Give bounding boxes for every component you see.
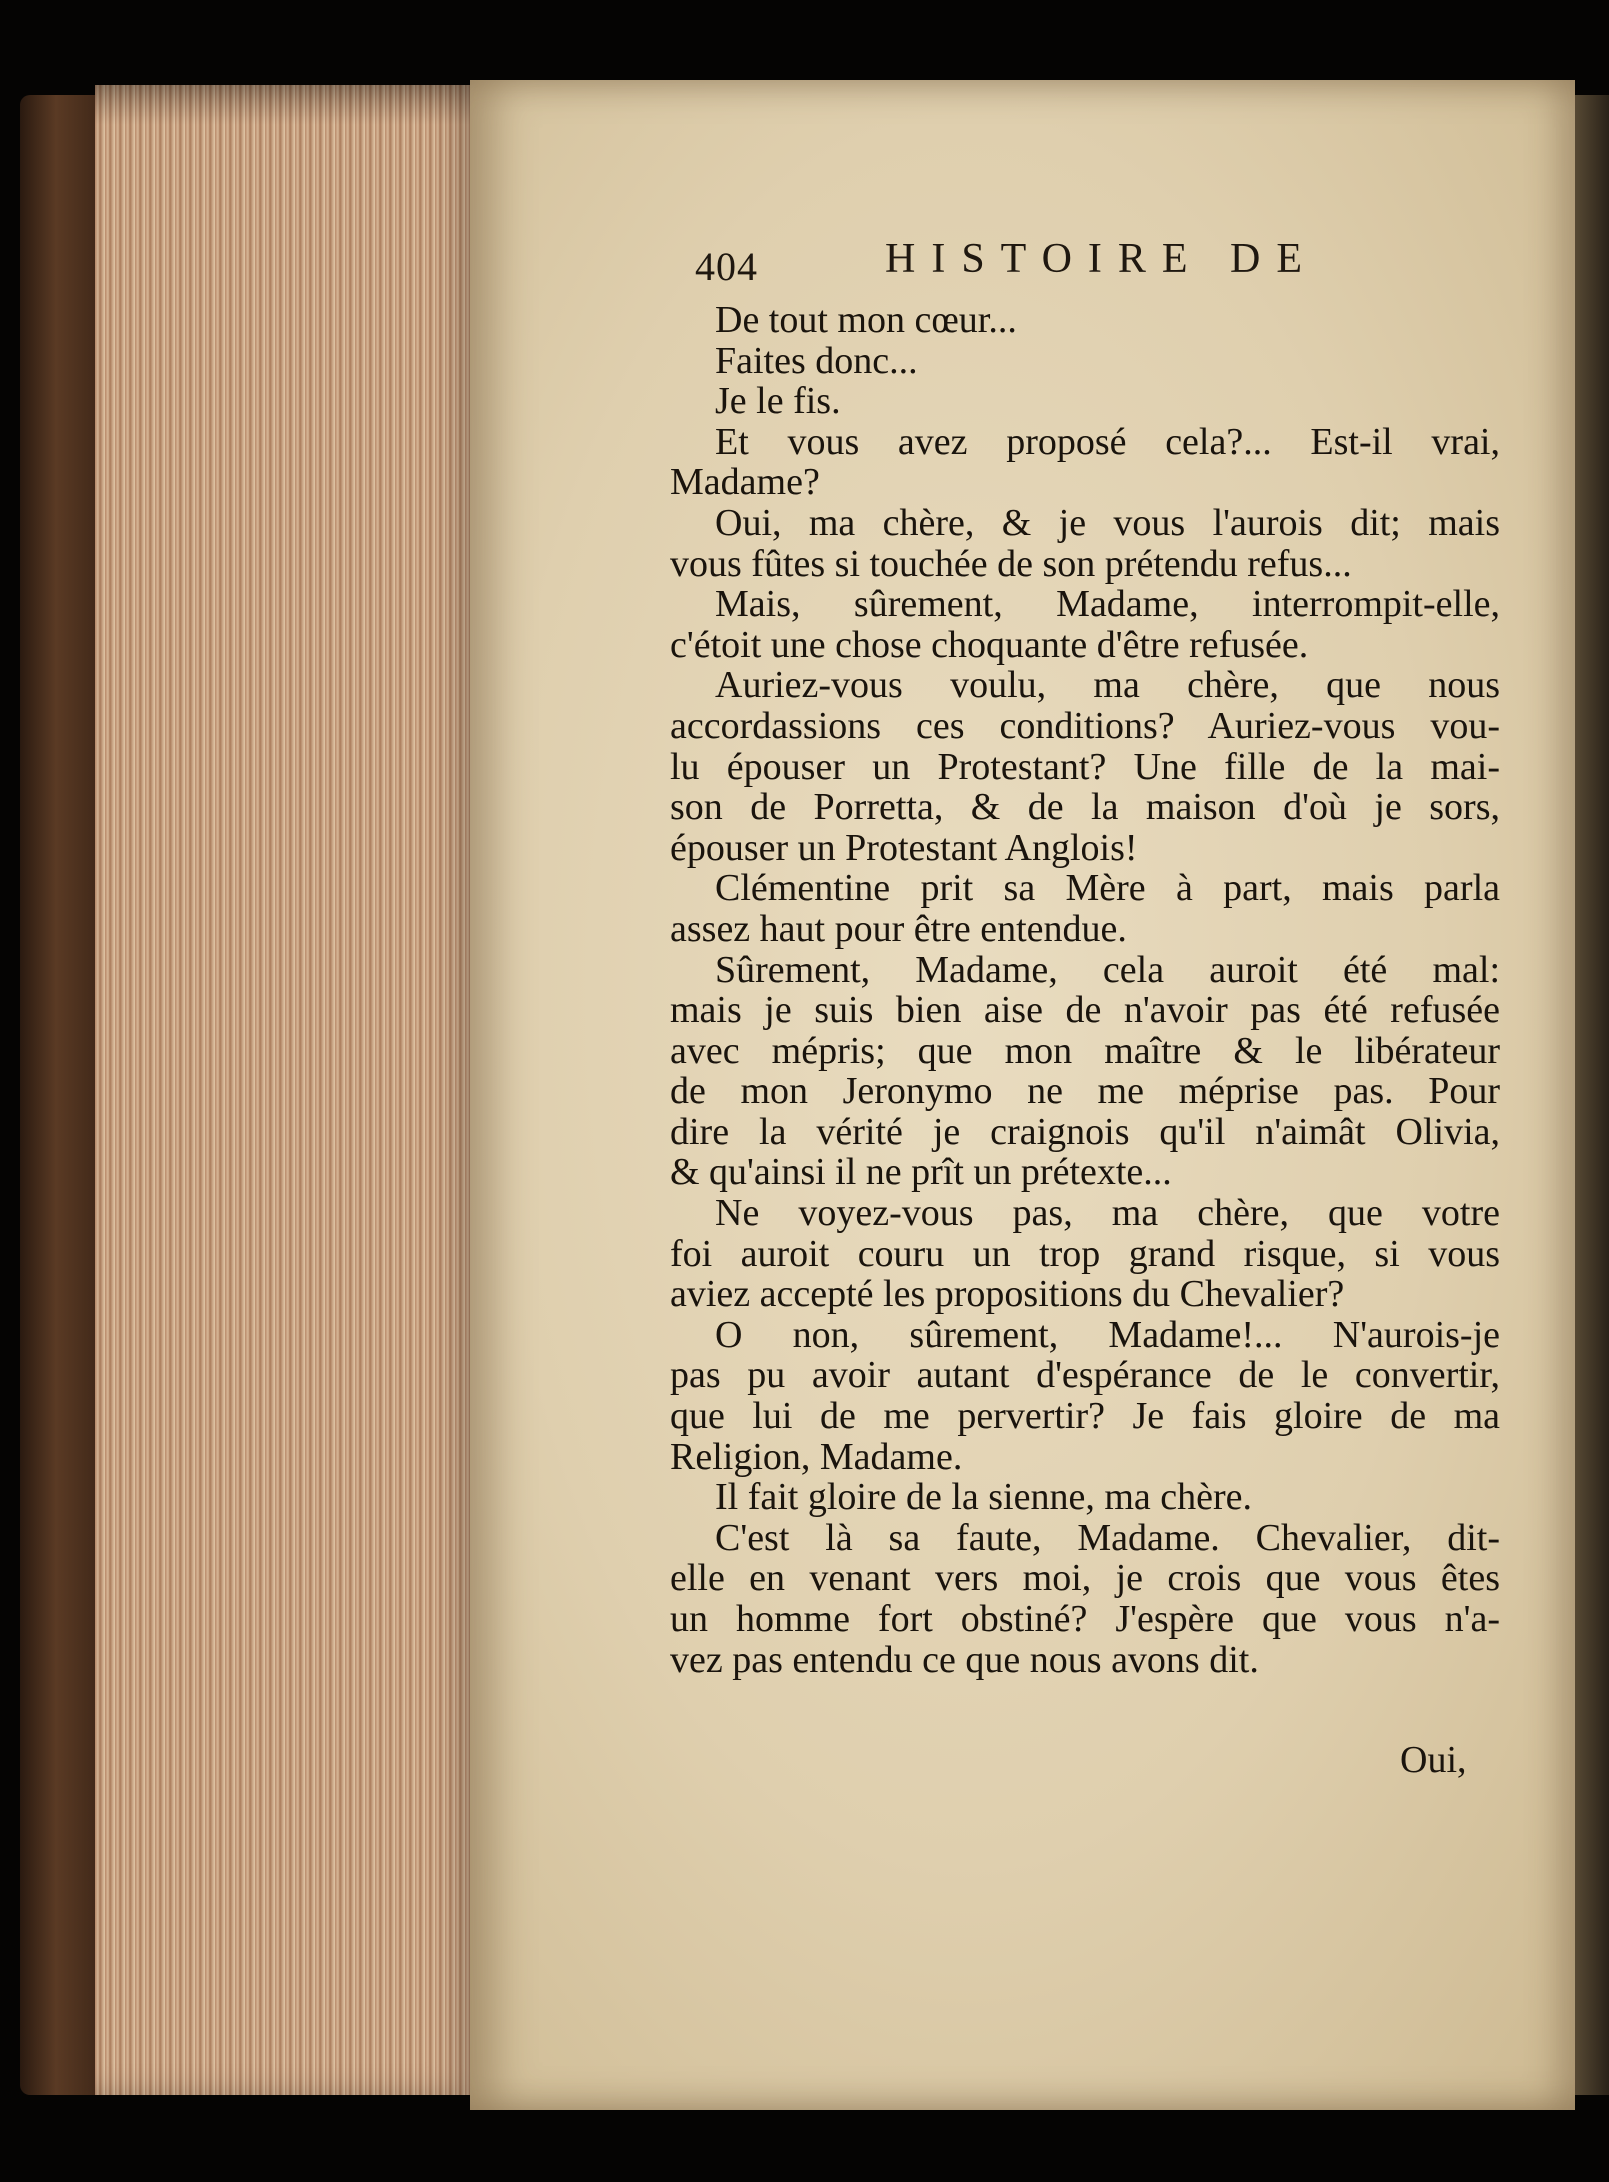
page-edges bbox=[95, 85, 480, 2095]
text-line: elle en venant vers moi, je crois que vous êtes bbox=[670, 1557, 1500, 1600]
text-line: Ne voyez-vous pas, ma chère, que votre bbox=[715, 1192, 1500, 1235]
text-block bbox=[670, 300, 1500, 1680]
text-line: assez haut pour être entendue. bbox=[670, 907, 1127, 950]
text-line: que lui de me pervertir? Je fais gloire de ma bbox=[670, 1395, 1500, 1438]
page-header bbox=[695, 235, 1355, 295]
text-line: de mon Jeronymo ne me méprise pas. Pour bbox=[670, 1070, 1500, 1113]
running-title: HISTOIRE DE bbox=[885, 236, 1319, 282]
text-line: un homme fort obstiné? J'espère que vous n'a- bbox=[670, 1598, 1500, 1640]
text-line: De tout mon cœur... bbox=[715, 299, 1017, 341]
text-line: Mais, sûrement, Madame, interrompit-elle, bbox=[715, 583, 1500, 626]
text-line: aviez accepté les propositions du Chevalier? bbox=[670, 1273, 1345, 1316]
text-line: & qu'ainsi il ne prît un prétexte... bbox=[670, 1151, 1172, 1194]
text-line: Il fait gloire de la sienne, ma chère. bbox=[715, 1476, 1253, 1519]
page-edges-shadow bbox=[95, 85, 480, 125]
text-line: dire la vérité je craignois qu'il n'aimât Olivia, bbox=[670, 1110, 1500, 1153]
text-line: Faites donc... bbox=[715, 339, 918, 382]
text-line: Sûrement, Madame, cela auroit été mal: bbox=[715, 948, 1500, 991]
text-line: c'étoit une chose choquante d'être refusée. bbox=[670, 623, 1309, 666]
text-line: vous fûtes si touchée de son prétendu refus... bbox=[670, 542, 1352, 585]
text-line: Auriez-vous voulu, ma chère, que nous bbox=[715, 664, 1500, 707]
page-number: 404 bbox=[695, 244, 758, 289]
text-line: épouser un Protestant Anglois! bbox=[670, 826, 1138, 869]
text-line: son de Porretta, & de la maison d'où je sors, bbox=[670, 786, 1500, 829]
text-line: Oui, ma chère, & je vous l'aurois dit; mais bbox=[715, 501, 1500, 544]
text-line: Madame? bbox=[670, 461, 820, 504]
text-line: lu épouser un Protestant? Une fille de la mai- bbox=[670, 745, 1500, 788]
text-line: Et vous avez proposé cela?... Est-il vrai, bbox=[715, 420, 1500, 463]
text-line: Religion, Madame. bbox=[670, 1435, 963, 1478]
text-line: accordassions ces conditions? Auriez-vous vou- bbox=[670, 704, 1500, 747]
text-line: Clémentine prit sa Mère à part, mais parla bbox=[715, 867, 1500, 910]
text-line: O non, sûrement, Madame!... N'aurois-je bbox=[715, 1313, 1500, 1356]
text-line: mais je suis bien aise de n'avoir pas été refusée bbox=[670, 989, 1500, 1032]
text-line: C'est là sa faute, Madame. Chevalier, dit- bbox=[715, 1516, 1500, 1559]
text-line: Je le fis. bbox=[715, 380, 841, 423]
catchword: Oui, bbox=[1400, 1739, 1467, 1781]
text-line: vez pas entendu ce que nous avons dit. bbox=[670, 1638, 1259, 1681]
text-line: avec mépris; que mon maître & le libérateur bbox=[670, 1029, 1500, 1072]
text-line: foi auroit couru un trop grand risque, si vous bbox=[670, 1232, 1500, 1275]
text-line: pas pu avoir autant d'espérance de le convertir, bbox=[670, 1354, 1500, 1397]
